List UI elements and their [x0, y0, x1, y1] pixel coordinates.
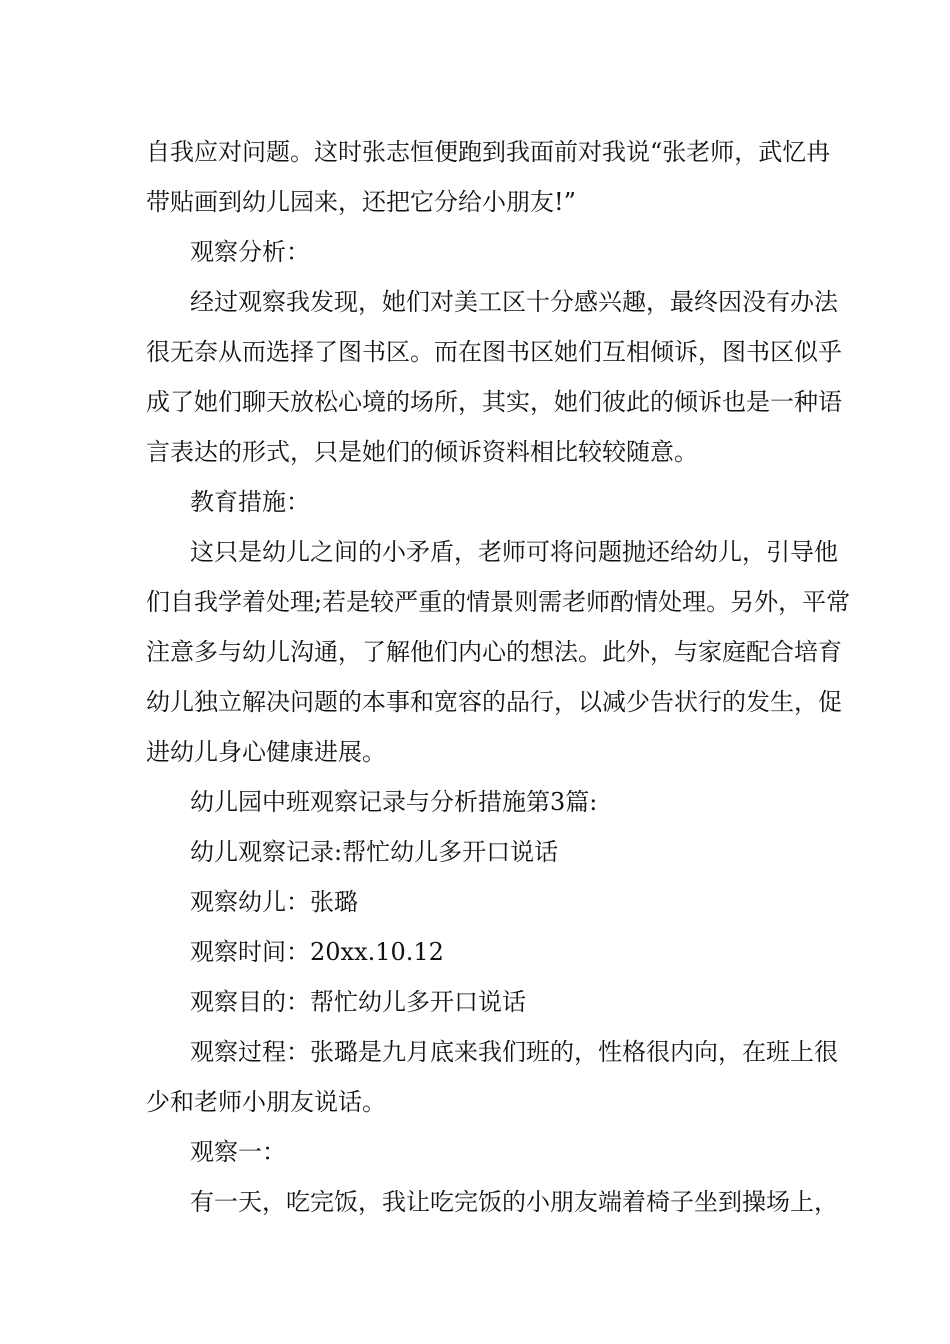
record-title: 幼儿观察记录:帮忙幼儿多开口说话: [190, 838, 559, 866]
record-field: 观察过程：张璐是九月底来我们班的，性格很内向，在班上很: [190, 1038, 838, 1066]
section-heading: 教育措施：: [190, 488, 310, 516]
text-line: 幼儿独立解决问题的本事和宽容的品行，以减少告状行的发生，促: [146, 688, 842, 716]
article-heading: 幼儿园中班观察记录与分析措施第3篇:: [190, 788, 598, 816]
text-line: 成了她们聊天放松心境的场所，其实，她们彼此的倾诉也是一种语: [146, 388, 842, 416]
text-line: 言表达的形式，只是她们的倾诉资料相比较较随意。: [146, 438, 698, 466]
text-line: 注意多与幼儿沟通，了解他们内心的想法。此外，与家庭配合培育: [146, 638, 842, 666]
record-field: 观察目的：帮忙幼儿多开口说话: [190, 988, 526, 1016]
text-line: 自我应对问题。这时张志恒便跑到我面前对我说“张老师，武忆冉: [146, 138, 831, 166]
section-heading: 观察分析：: [190, 238, 310, 266]
text-line: 这只是幼儿之间的小矛盾，老师可将问题抛还给幼儿，引导他: [190, 538, 838, 566]
record-field: 观察时间：20xx.10.12: [190, 938, 444, 966]
text-line: 们自我学着处理;若是较严重的情景则需老师酌情处理。另外，平常: [146, 588, 851, 616]
text-line: 有一天，吃完饭，我让吃完饭的小朋友端着椅子坐到操场上，: [190, 1188, 838, 1216]
text-line: 进幼儿身心健康进展。: [146, 738, 386, 766]
record-field: 观察幼儿：张璐: [190, 888, 358, 916]
text-line: 很无奈从而选择了图书区。而在图书区她们互相倾诉，图书区似乎: [146, 338, 842, 366]
text-line: 带贴画到幼儿园来，还把它分给小朋友!”: [146, 188, 576, 216]
text-line: 少和老师小朋友说话。: [146, 1088, 386, 1116]
text-line: 经过观察我发现，她们对美工区十分感兴趣，最终因没有办法: [190, 288, 838, 316]
section-heading: 观察一：: [190, 1138, 286, 1166]
